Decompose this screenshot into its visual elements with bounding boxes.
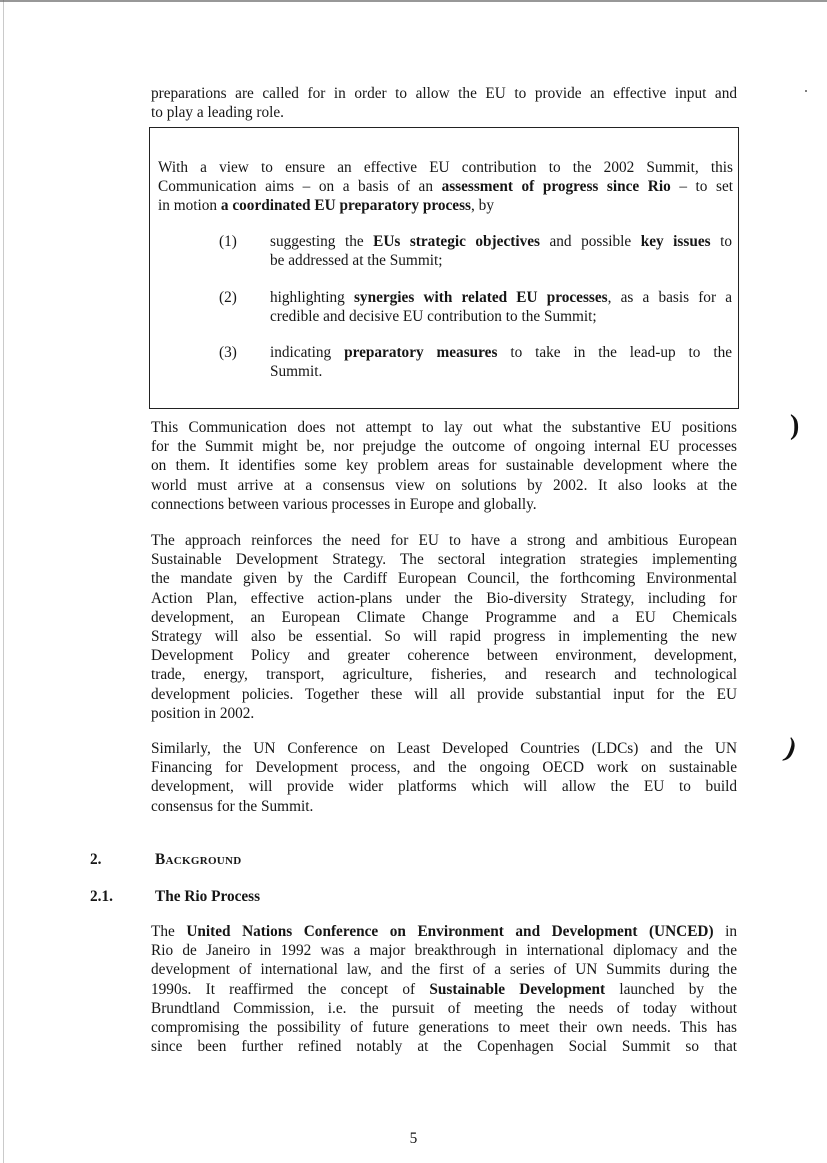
binder-hole-mark-lower: ) (781, 732, 801, 765)
paragraph-un-conference: Similarly, the UN Conference on Least Developed Countries (LDCs) and the UN Financing for Development process, and the ongoing OECD work on sustainable development, will provide wider platforms which will allow the EU to build consensus for the Summit. (151, 740, 737, 815)
scan-speck (805, 90, 807, 92)
section-number-2: 2. (90, 851, 102, 868)
summary-box-intro: With a view to ensure an effective EU contribution to the 2002 Summit, this Communication aims – on a basis of an assessment of progress since Rio – to set in motion a coordinated EU preparatory process, by (158, 159, 734, 215)
item-number: (1) (219, 233, 237, 250)
section-number-2-1: 2.1. (90, 888, 113, 905)
paragraph-preparations: preparations are called for in order to allow the EU to provide an effective input and to play a leading role. (151, 85, 737, 122)
section-title-rio-process: The Rio Process (155, 888, 261, 905)
paragraph-communication-scope: This Communication does not attempt to lay out what the substantive EU positions for the Summit might be, nor prejudge the outcome of ongoing internal EU processes on them. It identifies some key problem areas for sustainable development where the world must arrive at a consensus view on solutions by 2002. It also looks at the connections between various processes in Europe and globally. (151, 419, 737, 513)
section-title-background: Background (155, 851, 242, 868)
item-number: (2) (219, 289, 237, 306)
scan-edge-left (3, 0, 4, 1163)
paragraph-unced: The United Nations Conference on Environment and Development (UNCED) in Rio de Janeiro in 1992 was a major breakthrough in international diplomacy and the development of international law, and the first of a series of UN Summits during the 1990s. It reaffirmed the concept of Sustainable Development launched by the Brundtland Commission, i.e. the pursuit of meeting the needs of today without compromising the possibility of future generations to meet their own needs. This has since been further refined notably at the Copenhagen Social Summit so that (151, 923, 738, 1056)
item-number: (3) (219, 344, 237, 361)
page-number: 5 (409, 1130, 418, 1147)
binder-hole-mark-upper: ) (790, 410, 800, 441)
paragraph-approach: The approach reinforces the need for EU to have a strong and ambitious European Sustainable Development Strategy. The sectoral integration strategies implementing the mandate given by the Cardiff European Council, the forthcoming Environmental Action Plan, effective action-plans under the Bio-diversity Strategy, including for development, an European Climate Change Programme and a EU Chemicals Strategy will also be essential. So will rapid progress in implementing the new Development Policy and greater coherence between environment, development, trade, energy, transport, agriculture, fisheries, and research and technological development policies. Together these will all provide substantial input for the EU position in 2002. (151, 532, 737, 722)
scan-edge-top (0, 0, 827, 2)
